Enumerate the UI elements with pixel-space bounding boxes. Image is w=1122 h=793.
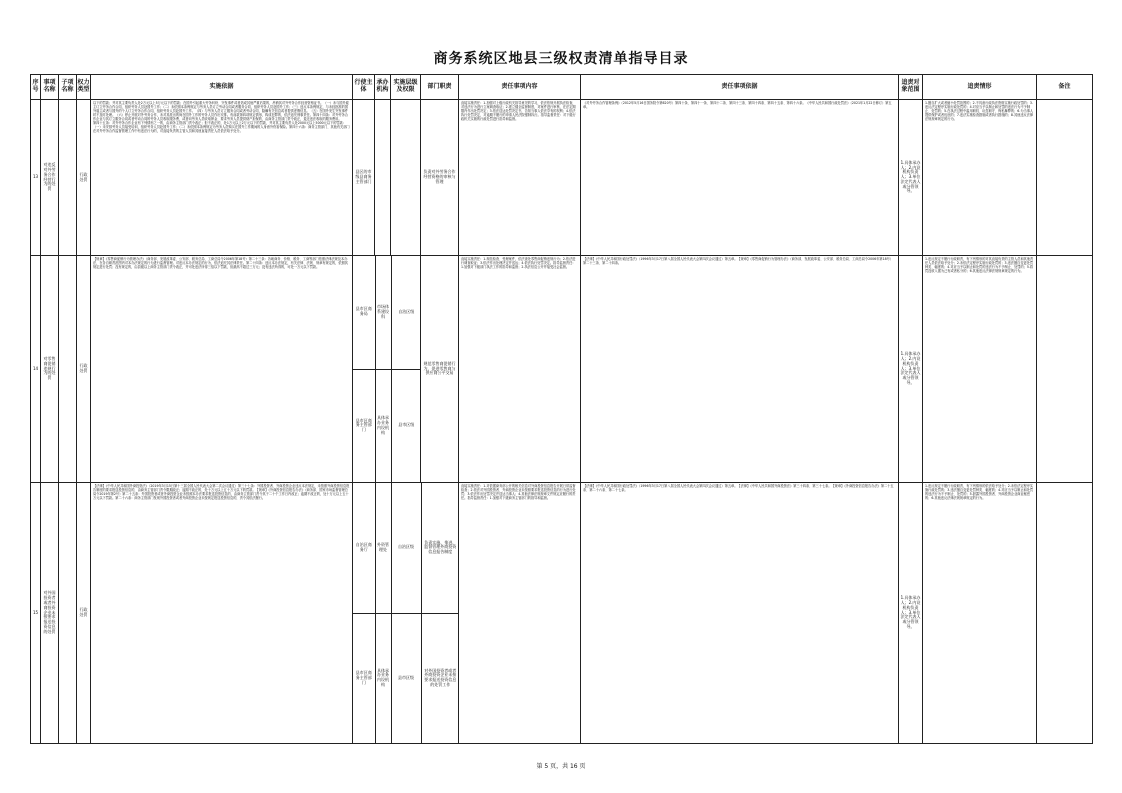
table-row — [31, 483, 1093, 744]
cell-subject-group — [353, 483, 459, 744]
dept-b: 对外国投资者或者外商投资企业未按要求报送投资信息的处罚工作 — [421, 613, 459, 743]
subject-a: 自治区商务厅 — [353, 483, 375, 613]
header-subname: 子项名称 — [59, 75, 77, 100]
subject-subtable — [353, 256, 421, 482]
cell-resp: 直接实施责任：1.规范检查、受理案件，依法查处零售商促销违规行为；2.依法进行调查取证；3.依法作出处理决定并送达；4.依法执行处罚决定。指导监督责任：1.加强对下级部门执法工作的指导和监督；2.执法信息公开并接受社会监督。 — [459, 256, 581, 483]
cell-dept: 负责对外劳务合作经营资格的审核与管理 — [421, 100, 459, 256]
cell-type: 行政处罚 — [77, 483, 91, 744]
header-resp-basis: 责任事项依据 — [581, 75, 899, 100]
header-subject: 行使主体 — [353, 75, 375, 100]
cell-no: 13 — [31, 100, 41, 256]
basis-text: 以下的罚款；并对其主要负责人处2万元以上5万元以下的罚款；在国外引起重大劳务纠纷、突发事件或者造成其他严重后果的，吊销其对外劳务合作经营资格证书。（一）未与国外雇主订立劳务合作合同，组织劳务人员赴国外工作；（二）未依照本条例规定与劳务人员订立劳动合同或者服务合同，组织劳务人员赴国外工作；（三）违反本条例规定，与未经批准的国外雇主或者与国外的个人订立劳务合作合同，组织劳务人员赴国外工作。（四）与劳务人员订立服务合同或者劳动合同，隐瞒有关信息或者提供虚假信息。（五）在国外发生突发事件时不及时处理。（六）停止开展对外劳务合作，未对其派出的尚在国外工作的劳务人员作出安排。有前款第四项规定情形，构成犯罪的，依法追究刑事责任。第四十四条：对外劳务合作企业与其订立服务合同或者劳动合同的劳务人员收取服务费，或者向劳务人员收取押金、要求劳务人员提供财产担保的，由商务主管部门责令改正，退还违法收取的服务费用。 — [93, 101, 349, 121]
header-no: 序号 — [31, 75, 41, 100]
org-b: 具体承办业务内设机构 — [375, 369, 391, 482]
level-a: 自治区级 — [391, 256, 421, 369]
header-resp: 责任事项内容 — [459, 75, 581, 100]
cell-remark — [1037, 483, 1093, 744]
header-target: 追责对象范围 — [899, 75, 923, 100]
cell-no: 15 — [31, 483, 41, 744]
table-row — [31, 100, 1093, 256]
cell-remark — [1037, 256, 1093, 483]
cell-basis: 【规章】《零售商促销行为管理办法》（商务部、发展改革委、公安部、税务总局、工商总局令2006年第18号）第二十三条：各地商务、价格、税务、工商等部门依照法律法规及本办法，在各自职责范围内对本办法规定的行为进行监督管理。对违反本办法规定的行为，依法追究其法律责任。第二十四条：违反本办法规定，有关法律、法规、规章有规定的，依照其规定进行处罚；没有规定的，由县级以上商务主管部门责令改正，并可处违法所得三倍以下罚款，但最高不超过三万元；没有违法所得的，可处一万元以下罚款。 — [91, 256, 353, 483]
authority-table — [30, 74, 1093, 744]
header-org: 承办机构 — [375, 75, 391, 100]
cell-cases: 1.违反规定不履行行政职责，有下列情形的依法给予处分；2.未依法定程序实施行政处罚的；3.违法擅自变更处罚种类、幅度的；4.对应当予以制止和处罚的违法行为不予制止、处罚的；5.泄露外国投资者、外商投资企业商业秘密的；6.其他违反法律法规规章规定的行为。 — [923, 483, 1037, 744]
page-title: 商务系统区地县三级权责清单指导目录 — [433, 51, 689, 67]
cell-resp: 直接实施责任：1.对依据商务部公开的相关信息对外商投资信息报告开展日常监督检查；2.依法对外国投资者、外商投资企业未按照要求报送投资信息的行为进行处罚；3.依法作出处罚决定并送达当事人；4.其他法律法规规章文件规定应履行的责任。指导监督责任：1.加强对下级商务主管部门的指导和监督。 — [459, 483, 581, 744]
cell-target: 1.具体承办人；2.内设机构负责人；3.单位法定代表人或分管领导。 — [899, 483, 923, 744]
org-b: 具体承办业务内设机构 — [375, 613, 391, 743]
org-a: 市场体系建设科 — [375, 256, 391, 369]
level-a: 自治区级 — [391, 483, 421, 613]
cell-target: 1.具体承办人；2.内设机构负责人；3.单位法定代表人或分管领导。 — [899, 100, 923, 256]
cell-name: 对零售商促销违规行为的处罚 — [41, 256, 59, 483]
cell-name: 对违反对外劳务合作经营行为的处罚 — [41, 100, 59, 256]
subject-b: 县市区商务主管部门 — [353, 369, 375, 482]
table-row — [31, 256, 1093, 483]
cell-type: 行政处罚 — [77, 100, 91, 256]
cell-type: 行政处罚 — [77, 256, 91, 483]
cell-cases: 1.违反规定不履行行政职责，有下列情形的对其直接负责的主管人员和其他责任人员依法给予处分；2.未依法定程序实施行政处罚的；3.违法擅自变更处罚种类、幅度的；4.对应当予以制止和处罚的违法行为不予制止、处罚的；5.将罚没收入据为己有或者私分的；6.其他违反法律法规规章规定的行为。 — [923, 256, 1037, 483]
cell-cases: 1.擅自扩大或者缩小处罚范围的；2.不具备行政执法资格实施行政处罚的；3.违反法定程序实施行政处罚的；4.对应当予以制止和处罚的违法行为不予制止、处罚的；5.在执法过程中滥用职权、玩忽职守、徇私舞弊的；6.为当事人提供保护或者包庇的；7.违法实施检查措施或者执行措施的；8.其他违反法律法规规章规定的行为。 — [923, 100, 1037, 256]
cell-target: 1.具体承办人；2.内设机构负责人；3.单位法定代表人或分管领导。 — [899, 256, 923, 483]
cell-dept: 规范零售商促销行为，促进零售商与供应商公平交易 — [421, 256, 459, 483]
subject-a: 县市区商务局 — [353, 256, 375, 369]
header-name: 事项名称 — [41, 75, 59, 100]
cell-subname — [59, 256, 77, 483]
cell-resp-basis: 【法律】《中华人民共和国行政处罚法》（1996年3月17日第八届全国人民代表大会第四次会议通过）第五章。【法律】《中华人民共和国外商投资法》第三十四条、第三十七条。【规章】《外商投资信息报告办法》第二十五条、第二十六条、第二十七条。 — [581, 483, 899, 744]
level-b: 县市区级 — [391, 369, 421, 482]
header-level: 实施层级及权限 — [391, 75, 421, 100]
cell-subject: 县区的市级县商务主管部门 — [353, 100, 375, 256]
cell-resp-basis: 【法律】《中华人民共和国行政处罚法》（1996年3月17日第八届全国人民代表大会第四次会议通过）第五章。【规章】《零售商促销行为管理办法》（商务部、发展改革委、公安部、税务总局、工商总局令2006年第18号）第二十三条、第二十四条。 — [581, 256, 899, 483]
header-remark: 备注 — [1037, 75, 1093, 100]
cell-name: 对外国投资者或者外商投资企业未按要求报送投资信息的处罚 — [41, 483, 59, 744]
basis-text-more: 第四十五条：对外劳务合作企业有下列情形之一的，由商务主管部门责令改正；拒不改正的，处1万元以上2万元以下的罚款，并对其主要负责人处2000元以上5000元以下的罚款：（一）未安排劳务人员接受培训，组织劳务人员赴国外工作；（二）未依照本条例规定为劳务人员购买在国外工作期间的人身意外伤害保险。第四十六条：商务主管部门、其他有关部门在对外劳务合作监督管理工作中有违法行为的，对直接负责的主管人员和其他直接责任人员依法给予处分。 — [93, 121, 350, 133]
cell-org — [375, 100, 391, 256]
cell-subject-group — [353, 256, 421, 483]
cell-no: 14 — [31, 256, 41, 483]
cell-level — [391, 100, 421, 256]
subject-b: 县市区商务主管部门 — [353, 613, 375, 743]
header-cases: 追责情形 — [923, 75, 1037, 100]
header-type: 权力类型 — [77, 75, 91, 100]
cell-subname — [59, 483, 77, 744]
header-basis: 实施依据 — [91, 75, 353, 100]
subject-subtable — [353, 483, 459, 743]
page-footer: 第 5 页，共 16 页 — [536, 763, 586, 770]
table-header-row — [31, 75, 1093, 100]
org-a: 外资管理处 — [375, 483, 391, 613]
cell-basis — [91, 100, 353, 256]
cell-resp-basis: 《对外劳务合作管理条例》（2012年5月16日国务院令第620号）第四十条、第四十一条、第四十二条、第四十三条、第四十四条、第四十五条、第四十六条。《中华人民共和国行政处罚法》（2021年1月22日修订）第五章。 — [581, 100, 899, 256]
cell-remark — [1037, 100, 1093, 256]
cell-subname — [59, 100, 77, 256]
header-dept: 部门职责 — [421, 75, 459, 100]
level-b: 县市区级 — [391, 613, 421, 743]
dept-a: 负责实施、推进、监督管理外商投资信息报告制度 — [421, 483, 459, 613]
cell-basis: 【法律】《中华人民共和国外商投资法》（2019年3月15日第十三届全国人民代表大会第二次会议通过）第三十七条：外国投资者、外商投资企业违反本法规定，未按照外商投资信息报告制度的要求报送投资信息的，由商务主管部门责令限期改正；逾期不改正的，处十万元以上五十万元以下的罚款。【规章】《外商投资信息报告办法》（商务部、国家市场监督管理总局令2019年第2号）第二十五条：外国投资者或者外商投资企业未按照本办法要求报送投资信息的，由商务主管部门责令其于二十个工作日内改正；逾期不改正的，处十万元以上五十万元以下罚款。第二十六条：商务主管部门发现外国投资者或者外商投资企业未按规定报送投资信息的，责令其依法履行。 — [91, 483, 353, 744]
cell-resp: 直接实施责任：1.加强对上级行政机关指导意见的学习，依法依规开展执法检查，对违法行为进行立案调查取证；2.建立健全监督制度，对案件进行审核，在法定期限内作出处罚决定；3.依法送达处罚决定书，告知当事人依法享有的权利；4.依法执行处罚决定，对逾期不履行的申请人民法院强制执行。指导监督责任：对下级行政机关实施的行政处罚进行指导和监督。 — [459, 100, 581, 256]
